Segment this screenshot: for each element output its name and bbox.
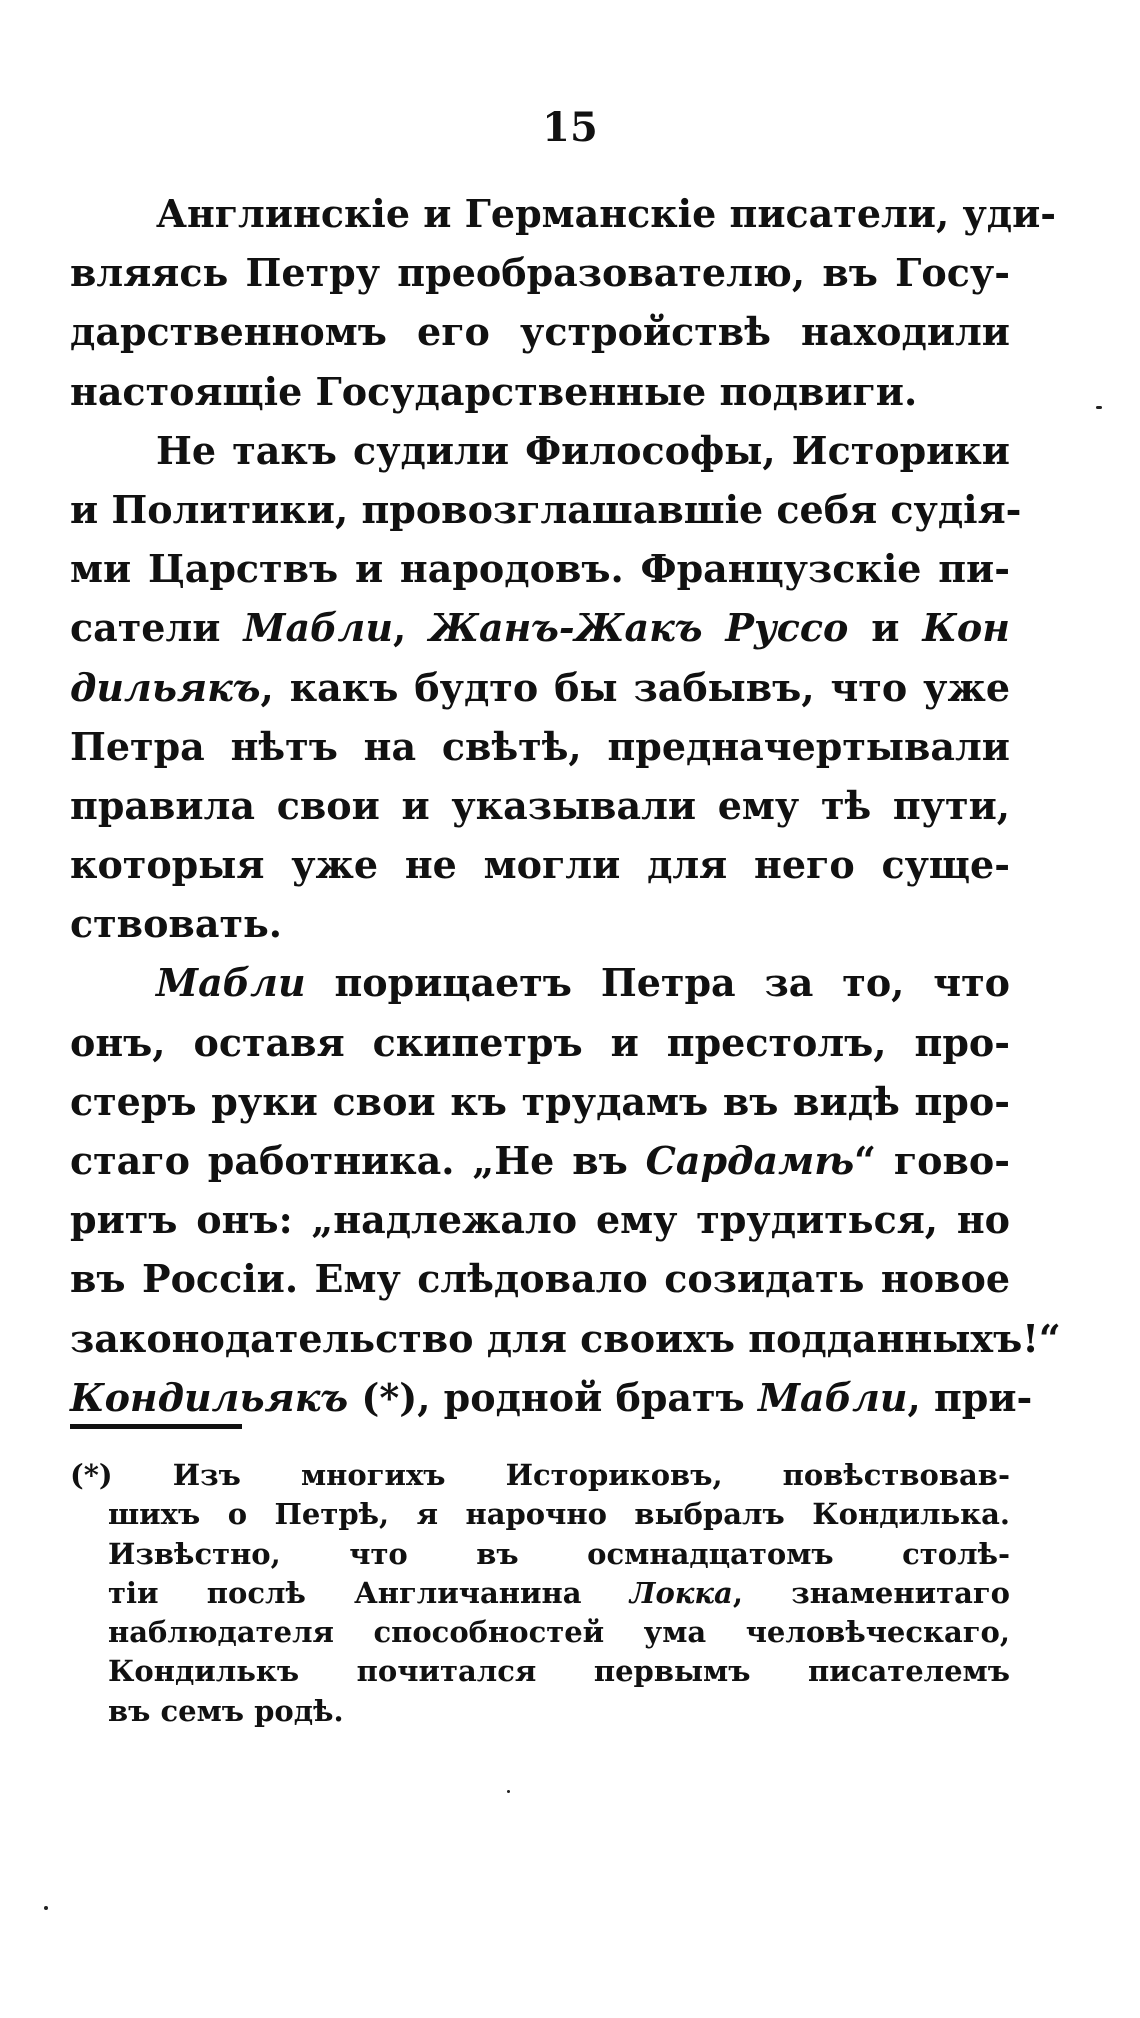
text-segment: тіи послѣ Англичанина xyxy=(108,1575,630,1610)
name-condillac-start: Кон xyxy=(922,605,1010,651)
name-locke: Локка xyxy=(629,1575,733,1610)
name-mably: Мабли xyxy=(243,605,393,651)
footnote-line-5: наблюдателя способностей ума человѣческаго, xyxy=(108,1615,1010,1650)
paragraph-1-line-3: дарственномъ его устройствѣ находили xyxy=(70,309,1010,355)
paragraph-2-line-1: Не такъ судили Философы, Историки xyxy=(156,427,1010,473)
text-segment: стаго работника. „Не въ xyxy=(70,1138,646,1183)
paragraph-2-line-9: ствовать. xyxy=(70,901,283,947)
paragraph-2-line-4 xyxy=(70,598,1010,657)
place-sardam: Сардамѣ xyxy=(645,1138,855,1183)
text-segment: порицаетъ Петра за то, что xyxy=(305,960,1010,1006)
footnote-line-2: шихъ о Петрѣ, я нарочно выбралъ Кондилька. xyxy=(108,1497,1010,1532)
page-number: 15 xyxy=(542,104,598,151)
footnote-divider xyxy=(70,1424,242,1429)
footnote-line-1: (*) Изъ многихъ Историковъ, повѣствовав- xyxy=(70,1458,1010,1492)
text-segment xyxy=(703,605,726,650)
paragraph-3-line-6: въ Россіи. Ему слѣдовало созидать новое xyxy=(70,1256,1010,1302)
text-segment: сатели xyxy=(70,605,244,651)
main-text xyxy=(70,184,1061,1427)
paragraph-2-line-5 xyxy=(70,658,1010,717)
text-segment: , какъ будто бы забывъ, что уже xyxy=(260,664,1010,710)
text-segment: , знаменитаго xyxy=(732,1575,1010,1610)
print-speck xyxy=(1096,406,1102,409)
paragraph-3-line-8 xyxy=(70,1368,1033,1427)
text-segment: , при- xyxy=(907,1374,1033,1420)
text-segment: , xyxy=(392,605,430,651)
name-jean-jacques: Жанъ-Жакъ xyxy=(429,605,703,651)
footnote-line-6: Кондилькъ почитался первымъ писателемъ xyxy=(108,1654,1010,1689)
footnote-line-7: въ семъ родѣ. xyxy=(108,1693,344,1728)
name-condillac: Кондильякъ xyxy=(70,1374,349,1420)
print-speck xyxy=(507,1790,510,1793)
paragraph-3-line-5: ритъ онъ: „надлежало ему трудиться, но xyxy=(70,1197,1010,1243)
name-mably: Мабли xyxy=(757,1374,908,1420)
paragraph-2-line-3: ми Царствъ и народовъ. Французскіе пи- xyxy=(70,546,1010,592)
paragraph-2-line-6: Петра нѣтъ на свѣтѣ, предначертывали xyxy=(70,723,1010,769)
paragraph-1-line-2: вляясь Петру преобразователю, въ Госу- xyxy=(70,250,1010,296)
paragraph-3-line-3: стеръ руки свои къ трудамъ въ видѣ про- xyxy=(70,1078,1010,1124)
footnote-line-3: Извѣстно, что въ осмнадцатомъ столѣ- xyxy=(108,1536,1010,1571)
text-segment: и xyxy=(848,605,923,651)
name-condillac-end: дильякъ xyxy=(70,664,261,710)
paragraph-3-line-7: законодательство для своихъ подданныхъ!“ xyxy=(70,1315,1061,1361)
footnote-line-4 xyxy=(70,1574,1010,1613)
paragraph-1-line-1: Англинскіе и Германскіе писатели, уди- xyxy=(156,191,1057,236)
footnote xyxy=(70,1456,1010,1731)
paragraph-3-line-2: онъ, оставя скипетръ и престолъ, про- xyxy=(70,1019,1010,1065)
name-rousseau: Руссо xyxy=(725,605,849,651)
paragraph-2-line-7: правила свои и указывали ему тѣ пути, xyxy=(70,782,1010,828)
paragraph-3-line-1 xyxy=(70,953,1010,1012)
paragraph-2-line-2: и Политики, провозглашавшіе себя судія- xyxy=(70,486,1022,532)
name-mably: Мабли xyxy=(156,960,306,1006)
paragraph-2-line-8: которыя уже не могли для него суще- xyxy=(70,842,1010,888)
paragraph-1-line-4: настоящіе Государственные подвиги. xyxy=(70,368,918,414)
text-segment: “ гово- xyxy=(854,1138,1010,1183)
print-speck xyxy=(44,1906,48,1910)
text-segment: (*), родной братъ xyxy=(348,1374,758,1420)
paragraph-3-line-4 xyxy=(70,1131,1010,1190)
